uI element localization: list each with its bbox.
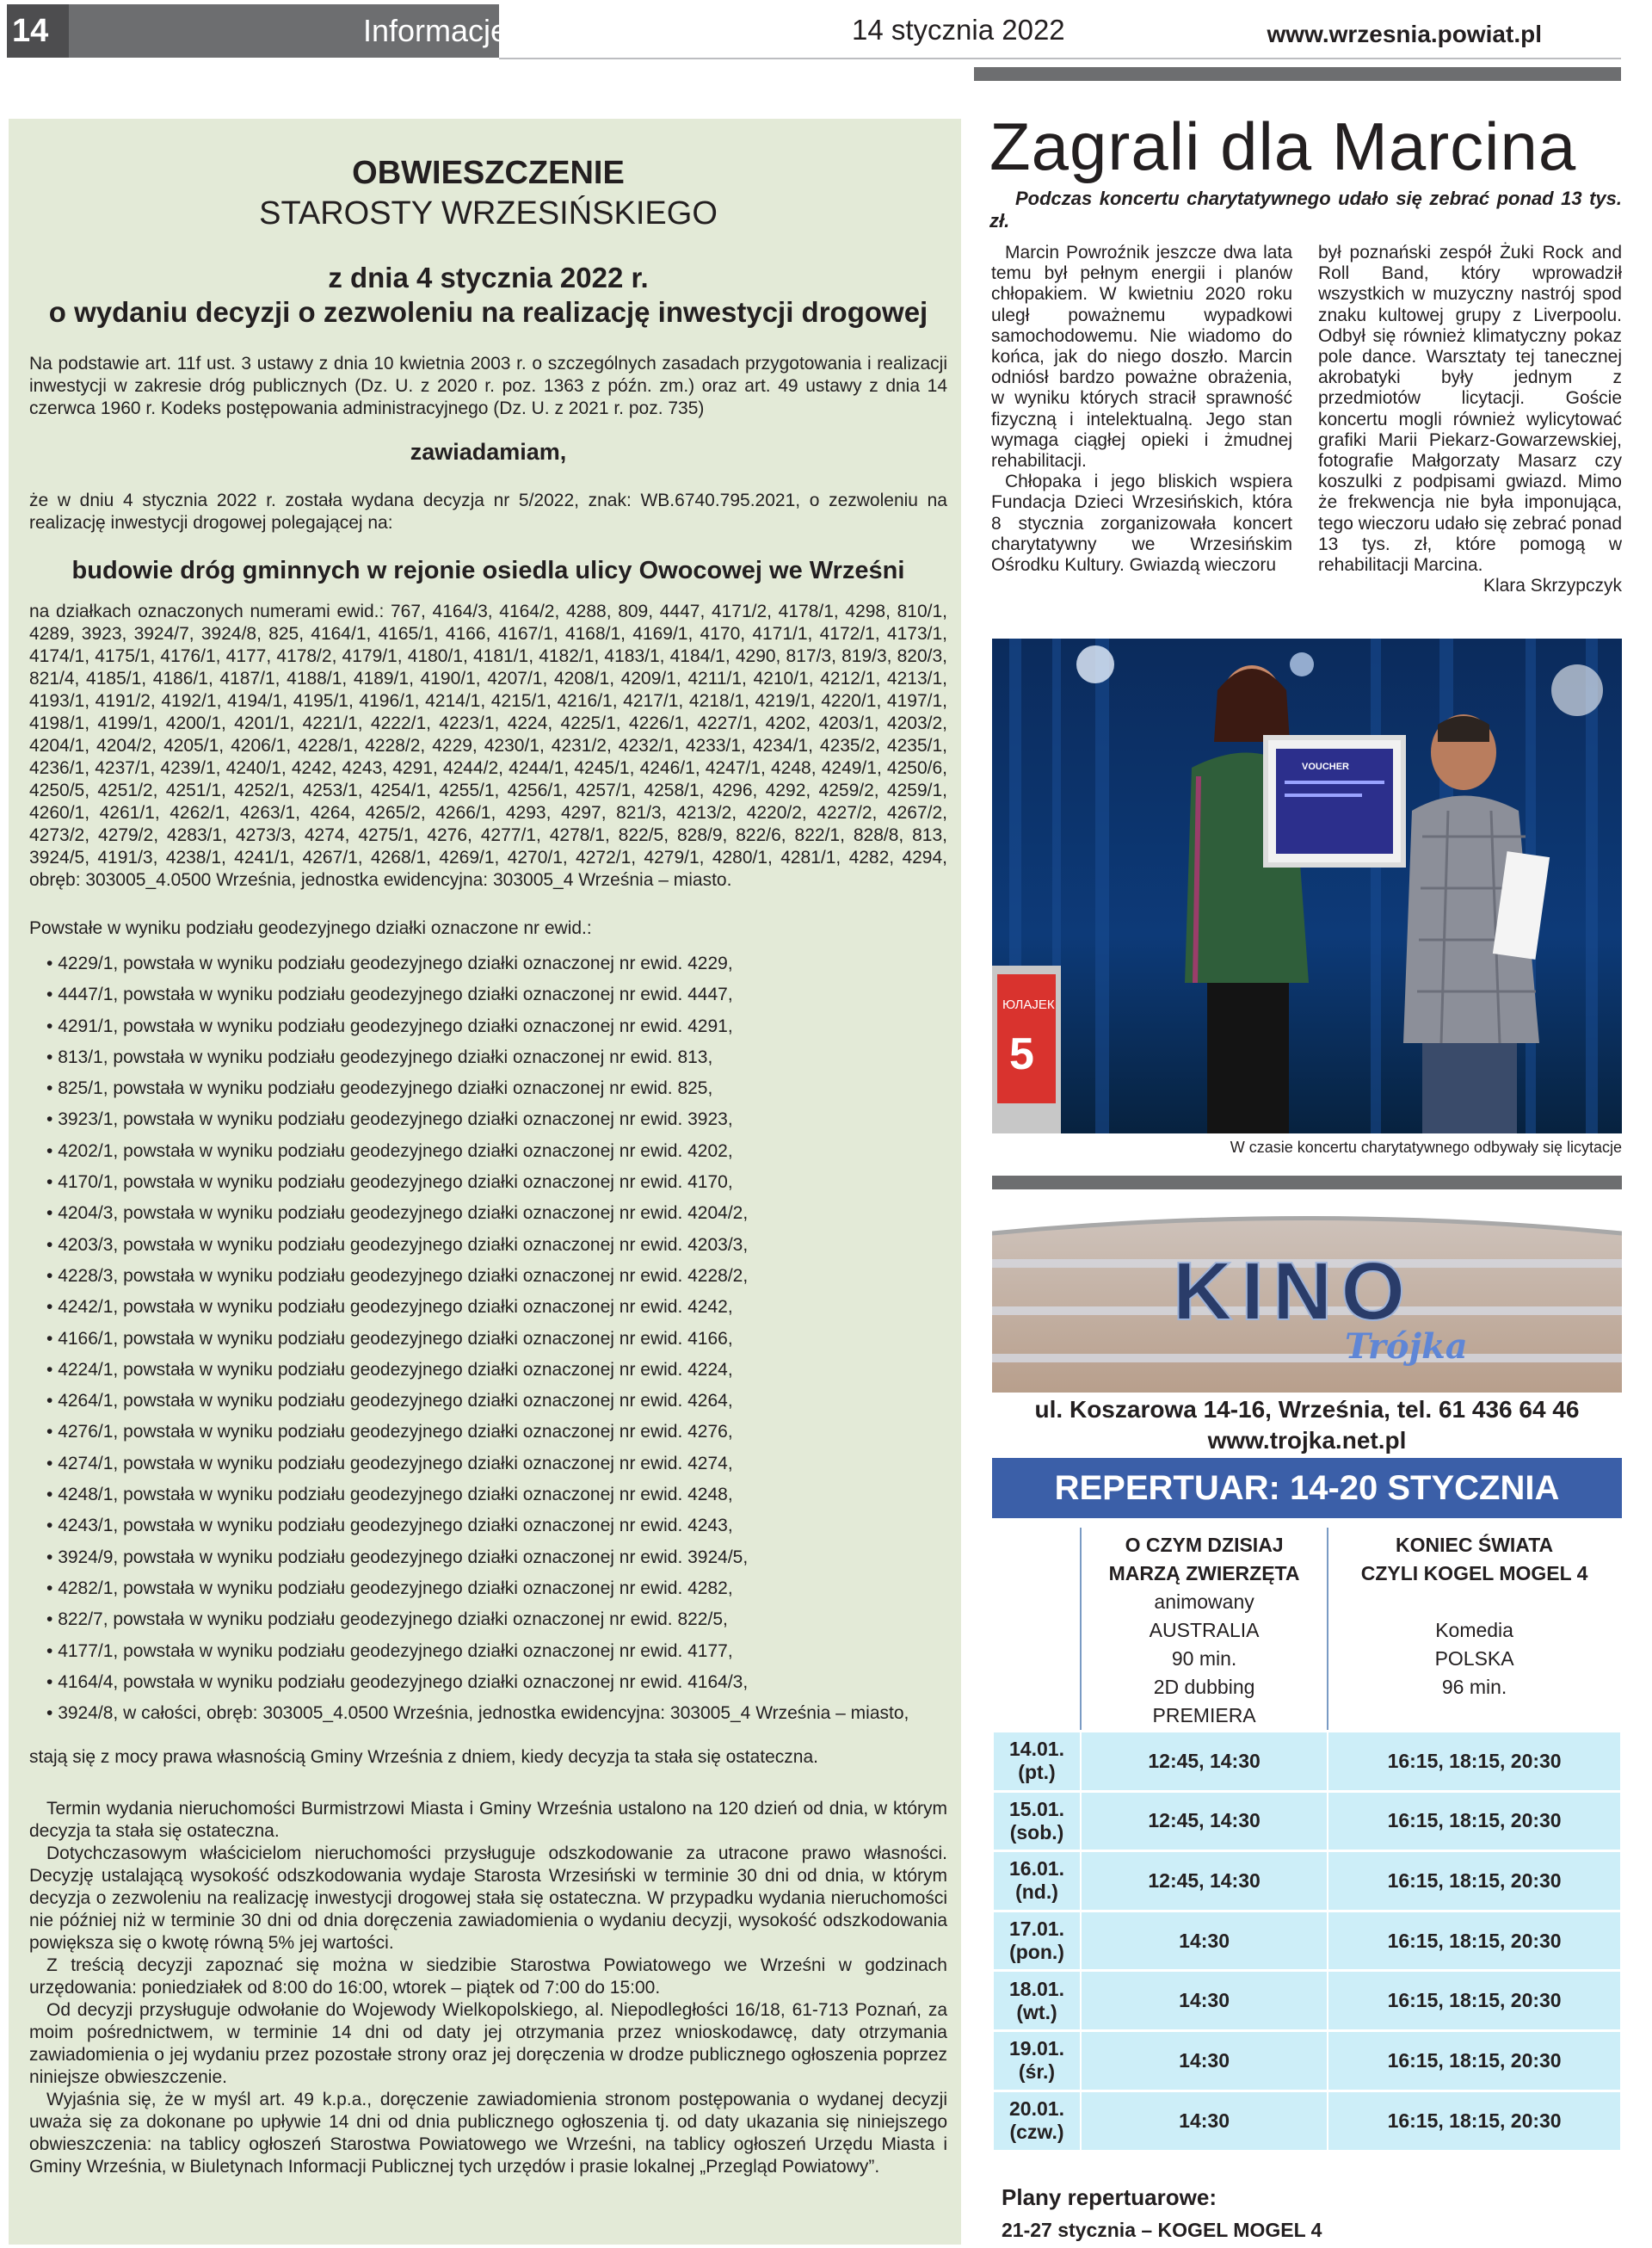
article-column-2 xyxy=(1318,243,1622,596)
weekday-label: (pon.) xyxy=(1009,1941,1064,1964)
table-row xyxy=(993,1971,1621,2031)
section-title: Informacje xyxy=(344,4,499,58)
section-divider-bar xyxy=(992,1176,1622,1189)
list-item: • 3924/9, powstała w wyniku podziału geodezyjnego działki oznaczonej nr ewid. 3924/5, xyxy=(46,1542,947,1573)
date-label: 17.01. xyxy=(1009,1918,1064,1941)
weekday-label: (pt.) xyxy=(1018,1761,1056,1784)
cinema-website[interactable]: www.trojka.net.pl xyxy=(1207,1427,1407,1454)
film-info: PREMIERA xyxy=(1152,1704,1256,1726)
table-corner xyxy=(993,1529,1081,1732)
repertoire-table xyxy=(992,1528,1622,2152)
list-item: • 4203/3, powstała w wyniku podziału geodezyjnego działki oznaczonej nr ewid. 4203/3, xyxy=(46,1230,947,1261)
showtimes-film-1: 14:30 xyxy=(1081,1971,1328,2031)
list-item: • 822/7, powstała w wyniku podziału geodezyjnego działki oznaczonej nr ewid. 822/5, xyxy=(46,1604,947,1635)
date-label: 18.01. xyxy=(1009,1977,1064,2000)
list-item: • 4204/3, powstała w wyniku podziału geodezyjnego działki oznaczonej nr ewid. 4204/2, xyxy=(46,1198,947,1229)
list-item: • 4282/1, powstała w wyniku podziału geodezyjnego działki oznaczonej nr ewid. 4282, xyxy=(46,1573,947,1604)
article-lead: Podczas koncertu charytatywnego udało się zebrać ponad 13 tys. zł. xyxy=(989,188,1622,232)
cinema-address-block xyxy=(992,1394,1622,1456)
notice-paragraphs xyxy=(29,1798,947,2178)
showtimes-film-1: 14:30 xyxy=(1081,2030,1328,2091)
list-item: • 4242/1, powstała w wyniku podziału geodezyjnego działki oznaczonej nr ewid. 4242, xyxy=(46,1292,947,1323)
list-item: • 4228/3, powstała w wyniku podziału geodezyjnego działki oznaczonej nr ewid. 4228/2, xyxy=(46,1261,947,1292)
film-header xyxy=(1328,1529,1621,1732)
header-divider xyxy=(499,58,1621,59)
notice-subject: o wydaniu decyzji o zezwoleniu na realizację inwestycji drogowej xyxy=(48,296,928,328)
weekday-label: (wt.) xyxy=(1016,2000,1057,2023)
film-info: 96 min. xyxy=(1441,1676,1507,1698)
list-item: • 4274/1, powstała w wyniku podziału geodezyjnego działki oznaczonej nr ewid. 4274, xyxy=(46,1448,947,1479)
notice-issuer: STAROSTY WRZESIŃSKIEGO xyxy=(259,195,718,232)
film-info: POLSKA xyxy=(1434,1647,1514,1670)
notice-title: OBWIESZCZENIE xyxy=(352,155,625,191)
showtimes-film-1: 14:30 xyxy=(1081,1911,1328,1971)
schedule-date xyxy=(993,2091,1081,2151)
jersey-number: 5 xyxy=(1009,1029,1034,1079)
upcoming-plans xyxy=(1002,2181,1322,2246)
cinema-sign-script: Trójka xyxy=(1345,1326,1468,1367)
schedule-date xyxy=(993,1791,1081,1851)
film-info xyxy=(1328,1588,1620,1616)
list-item: • 4243/1, powstała w wyniku podziału geodezyjnego działki oznaczonej nr ewid. 4243, xyxy=(46,1510,947,1541)
schedule-date xyxy=(993,1911,1081,1971)
showtimes-film-2: 16:15, 18:15, 20:30 xyxy=(1328,1791,1621,1851)
date-label: 16.01. xyxy=(1009,1857,1064,1881)
list-item: • 3923/1, powstała w wyniku podziału geodezyjnego działki oznaczonej nr ewid. 3923, xyxy=(46,1104,947,1135)
showtimes-film-2: 16:15, 18:15, 20:30 xyxy=(1328,1732,1621,1792)
article-author: Klara Skrzypczyk xyxy=(1482,576,1622,596)
date-label: 19.01. xyxy=(1009,2037,1064,2060)
date-label: 20.01. xyxy=(1009,2097,1064,2121)
notice-paragraph: Termin wydania nieruchomości Burmistrzowi Miasta i Gminy Września ustalono na 120 dzień od dnia, w którym decyzja ta stała się ostateczna. xyxy=(29,1799,947,1842)
notice-parcels: na działkach oznaczonych numerami ewid.: 767, 4164/3, 4164/2, 4288, 809, 4447, 4171/2, 4178/1, 4298, 810/1, 4289, 3923, 3924/7, 3924/8, 825, 4164/1, 4165/1, 4166, 4167/1, 4168/1, 4169/1, 4170, 4171/1, 4172/1, 4173/1, 4174/1, 4175/1, 4176/1, 4177, 4178/2, 4179/1, 4180/1, 4181/1, 4182/1, 4183/1, 4184/1, 4290, 817/3, 819/3, 820/3, 821/4, 4185/1, 4186/1, 4187/1, 4188/1, 4189/1, 4190/1, 4207/1, 4208/1, 4209/1, 4211/1, 4210/1, 4212/1, 4213/1, 4193/1, 4191/2, 4192/1, 4194/1, 4195/1, 4196/1, 4214/1, 4215/1, 4216/1, 4217/1, 4218/1, 4219/1, 4220/1, 4197/1, 4198/1, 4199/1, 4200/1, 4201/1, 4221/1, 4222/1, 4223/1, 4224, 4225/1, 4226/1, 4227/1, 4202, 4203/1, 4203/2, 4204/1, 4204/2, 4205/1, 4206/1, 4228/1, 4228/2, 4229, 4230/1, 4231/2, 4232/1, 4233/1, 4234/1, 4235/2, 4235/1, 4236/1, 4237/1, 4239/1, 4240/1, 4242, 4243, 4291, 4244/2, 4244/1, 4245/1, 4246/1, 4247/1, 4248, 4249/1, 4250/6, 4250/5, 4251/2, 4251/1, 4252/1, 4253/1, 4254/1, 4255/1, 4256/1, 4257/1, 4258/1, 4296, 4292, 4259/2, 4259/1, 4260/1, 4261/1, 4262/1, 4263/1, 4264, 4265/2, 4266/1, 4293, 4297, 821/3, 4213/2, 4220/2, 4227/2, 4267/2, 4273/2, 4279/2, 4283/1, 4273/3, 4274, 4275/1, 4276, 4277/1, 4278/1, 822/5, 828/9, 822/6, 822/1, 828/8, 813, 3924/5, 4191/3, 4238/1, 4241/1, 4267/1, 4268/1, 4269/1, 4270/1, 4272/1, 4279/1, 4280/1, 4281/1, 4282, 4294, obręb: 303005_4.0500 Września, jednostka ewidencyjna: 303005_4 Września – miasto. xyxy=(29,602,947,890)
weekday-label: (śr.) xyxy=(1018,2060,1056,2084)
notice-date: z dnia 4 stycznia 2022 r. xyxy=(328,262,649,293)
photo-caption: W czasie koncertu charytatywnego odbywały się licytacje xyxy=(1230,1139,1622,1156)
list-item: • 813/1, powstała w wyniku podziału geodezyjnego działki oznaczonej nr ewid. 813, xyxy=(46,1042,947,1073)
voucher-text: VOUCHER xyxy=(1302,762,1350,772)
notice-intro: że w dniu 4 stycznia 2022 r. została wydana decyzja nr 5/2022, znak: WB.6740.795.2021, o zezwoleniu na realizację inwestycji drogowej polegającej na: xyxy=(29,491,947,533)
table-row xyxy=(993,1732,1621,1792)
showtimes-film-1: 14:30 xyxy=(1081,2091,1328,2151)
notice-split-intro: Powstałe w wyniku podziału geodezyjnego działki oznaczone nr ewid.: xyxy=(29,918,592,938)
list-item: • 4291/1, powstała w wyniku podziału geodezyjnego działki oznaczonej nr ewid. 4291, xyxy=(46,1011,947,1042)
weekday-label: (nd.) xyxy=(1015,1881,1058,1904)
jersey-name: ЮЛАЈЕК xyxy=(1002,997,1055,1012)
film-info: 90 min. xyxy=(1171,1647,1237,1670)
notice-paragraph: Od decyzji przysługuje odwołanie do Wojewody Wielkopolskiego, al. Niepodległości 16/18, 61-713 Poznań, za moim pośrednictwem, w terminie 14 dni od daty jej otrzymania przez wnioskodawcę, daty otrzymania zawiadomienia o jej wydaniu przez pozostałe strony oraz jej doręczenia w drodze publicznego ogłoszenia poprzez niniejsze obwieszczenie. xyxy=(29,2000,947,2088)
article-headline: Zagrali dla Marcina xyxy=(989,108,1577,184)
list-item: • 4202/1, powstała w wyniku podziału geodezyjnego działki oznaczonej nr ewid. 4202, xyxy=(46,1136,947,1167)
notice-paragraph: Z treścią decyzji zapoznać się można w siedzibie Starostwa Powiatowego we Wrześni w godzinach urzędowania: poniedziałek od 8:00 do 16:00, wtorek – piątek od 7:00 do 15:00. xyxy=(29,1955,947,1998)
film-header xyxy=(1081,1529,1328,1732)
official-notice xyxy=(9,119,961,2245)
showtimes-film-2: 16:15, 18:15, 20:30 xyxy=(1328,1911,1621,1971)
film-info: animowany xyxy=(1154,1590,1254,1613)
notice-paragraph: Dotychczasowym właścicielom nieruchomości przysługuje odszkodowanie za utracone prawo własności. Decyzję ustalającą wysokość odszkodowania wydaje Starosta Wrzesiński w terminie 30 dni od dnia, w którym decyzja o zezwoleniu na realizację inwestycji drogowej stała się ostateczna. W przypadku wydania nieruchomości nie później niż w terminie 30 dni od dnia doręczenia zawiadomienia o wydaniu decyzji, wysokość odszkodowania powiększa się o kwotę równą 5% jej wartości. xyxy=(29,1843,947,1954)
showtimes-film-1: 12:45, 14:30 xyxy=(1081,1791,1328,1851)
list-item: • 825/1, powstała w wyniku podziału geodezyjnego działki oznaczonej nr ewid. 825, xyxy=(46,1073,947,1104)
list-item: • 3924/8, w całości, obręb: 303005_4.0500 Września, jednostka ewidencyjna: 303005_4 Września – miasto, xyxy=(46,1698,947,1729)
cinema-photo xyxy=(992,1207,1622,1393)
notice-paragraph: Wyjaśnia się, że w myśl art. 49 k.p.a., doręczenie zawiadomienia stronom postępowania o wydanej decyzji uważa się za dokonane po upływie 14 dni od dnia publicznego ogłoszenia tj. od daty ukazania się niniejszego obwieszczenia: na tablicy ogłoszeń Starostwa Powiatowego we Wrześni, na tablicy ogłoszeń Urzędu Miasta i Gminy Września, w Biuletynach Informacji Publicznej tych urzędów i prasie lokalnej „Przegląd Powiatowy”. xyxy=(29,2090,947,2177)
notice-legal-basis: Na podstawie art. 11f ust. 3 ustawy z dnia 10 kwietnia 2003 r. o szczególnych zasadach przygotowania i realizacji inwestycji w zakresie dróg publicznych (Dz. U. z 2020 r. poz. 1363 z późn. zm.) oraz art. 49 ustawy z dnia 14 czerwca 1960 r. Kodeks postępowania administracyjnego (Dz. U. z 2021 r. poz. 735) xyxy=(29,354,947,418)
issue-date: 14 stycznia 2022 xyxy=(852,14,1065,46)
cinema-sign-illustration xyxy=(992,1207,1622,1393)
cinema-address: ul. Koszarowa 14-16, Września, tel. 61 436 64 46 xyxy=(1034,1396,1580,1423)
table-row xyxy=(993,1851,1621,1911)
film-info: Komedia xyxy=(1435,1619,1513,1641)
list-item: • 4166/1, powstała w wyniku podziału geodezyjnego działki oznaczonej nr ewid. 4166, xyxy=(46,1324,947,1355)
schedule-date xyxy=(993,1971,1081,2031)
film-title: CZYLI KOGEL MOGEL 4 xyxy=(1360,1562,1588,1584)
notice-announce: zawiadamiam, xyxy=(410,439,567,465)
table-row xyxy=(993,1791,1621,1851)
weekday-label: (czw.) xyxy=(1009,2121,1064,2144)
film-title: O CZYM DZISIAJ xyxy=(1125,1534,1284,1556)
article-top-bar xyxy=(974,67,1621,81)
list-item: • 4264/1, powstała w wyniku podziału geodezyjnego działki oznaczonej nr ewid. 4264, xyxy=(46,1386,947,1417)
date-label: 15.01. xyxy=(1009,1797,1064,1820)
repertoire-title: REPERTUAR: 14-20 STYCZNIA xyxy=(992,1458,1622,1518)
page-number: 14 xyxy=(7,4,69,58)
list-item: • 4447/1, powstała w wyniku podziału geodezyjnego działki oznaczonej nr ewid. 4447, xyxy=(46,979,947,1010)
cinema-sign-text: KINO xyxy=(1173,1245,1414,1337)
list-item: • 4276/1, powstała w wyniku podziału geodezyjnego działki oznaczonej nr ewid. 4276, xyxy=(46,1417,947,1448)
date-label: 14.01. xyxy=(1009,1738,1064,1761)
table-row xyxy=(993,2091,1621,2151)
showtimes-film-1: 12:45, 14:30 xyxy=(1081,1732,1328,1792)
table-row xyxy=(993,2030,1621,2091)
showtimes-film-2: 16:15, 18:15, 20:30 xyxy=(1328,2091,1621,2151)
list-item: • 4229/1, powstała w wyniku podziału geodezyjnego działki oznaczonej nr ewid. 4229, xyxy=(46,948,947,979)
notice-investment: budowie dróg gminnych w rejonie osiedla ulicy Owocowej we Wrześni xyxy=(71,557,905,584)
showtimes-film-1: 12:45, 14:30 xyxy=(1081,1851,1328,1911)
plans-title: Plany repertuarowe: xyxy=(1002,2184,1217,2210)
schedule-date xyxy=(993,1732,1081,1792)
list-item: • 4164/4, powstała w wyniku podziału geodezyjnego działki oznaczonej nr ewid. 4164/3, xyxy=(46,1667,947,1698)
table-row xyxy=(993,1911,1621,1971)
schedule-date xyxy=(993,2030,1081,2091)
concert-photo xyxy=(992,639,1622,1133)
film-title: KONIEC ŚWIATA xyxy=(1396,1534,1554,1556)
article-column-1 xyxy=(991,243,1292,576)
list-item: • 4248/1, powstała w wyniku podziału geodezyjnego działki oznaczonej nr ewid. 4248, xyxy=(46,1479,947,1510)
showtimes-film-2: 16:15, 18:15, 20:30 xyxy=(1328,1971,1621,2031)
showtimes-film-2: 16:15, 18:15, 20:30 xyxy=(1328,2030,1621,2091)
weekday-label: (sob.) xyxy=(1009,1820,1064,1843)
list-item: • 4177/1, powstała w wyniku podziału geodezyjnego działki oznaczonej nr ewid. 4177, xyxy=(46,1636,947,1667)
plans-text: 21-27 stycznia – KOGEL MOGEL 4 xyxy=(1002,2219,1322,2241)
article-paragraph: Chłopaka i jego bliskich wspiera Fundacja Dzieci Wrzesińskich, która 8 stycznia zorganizowała koncert charytatywny we Wrzesińskim Ośrodku Kultury. Gwiazdą wieczoru xyxy=(991,472,1292,576)
list-item: • 4170/1, powstała w wyniku podziału geodezyjnego działki oznaczonej nr ewid. 4170, xyxy=(46,1167,947,1198)
schedule-date xyxy=(993,1851,1081,1911)
notice-ownership: stają się z mocy prawa własnością Gminy Września z dniem, kiedy decyzja ta stała się ostateczna. xyxy=(29,1747,818,1768)
website-link[interactable]: www.wrzesnia.powiat.pl xyxy=(1267,21,1542,47)
film-info: 2D dubbing xyxy=(1153,1676,1255,1698)
split-parcel-list xyxy=(29,948,947,1729)
showtimes-film-2: 16:15, 18:15, 20:30 xyxy=(1328,1851,1621,1911)
film-info: AUSTRALIA xyxy=(1149,1619,1260,1641)
concert-photo-illustration xyxy=(992,639,1622,1133)
list-item: • 4224/1, powstała w wyniku podziału geodezyjnego działki oznaczonej nr ewid. 4224, xyxy=(46,1355,947,1386)
article-paragraph: był poznański zespół Żuki Rock and Roll Band, który wprowadził wszystkich w muzyczny nastrój spod znaku kultowej grupy z Liverpoolu. Odbył się również klimatyczny pokaz pole dance. Warsztaty tej tanecznej akrobatyki były jednym z przedmiotów licytacji. Goście koncertu mogli również wylicytować grafiki Marii Piekarz-Gowarzewskiej, fotografie Małgorzaty Masarz czy koszulki z podpisami gwiazd. Mimo że frekwencja nie była imponująca, tego wieczoru udało się zebrać ponad 13 tys. zł, które pomogą w rehabilitacji Marcina. xyxy=(1318,243,1622,576)
film-title: MARZĄ ZWIERZĘTA xyxy=(1108,1562,1300,1584)
article-paragraph: Marcin Powroźnik jeszcze dwa lata temu był pełnym energii i planów chłopakiem. W kwietniu 2020 roku uległ poważnemu wypadkowi samochodowemu. Nie wiadomo do końca, jak do niego doszło. Marcin odniósł bardzo poważne obrażenia, w wyniku których stracił sprawność fizyczną i intelektualną. Jego stan wymaga ciągłej opieki i żmudnej rehabilitacji. xyxy=(991,243,1292,472)
